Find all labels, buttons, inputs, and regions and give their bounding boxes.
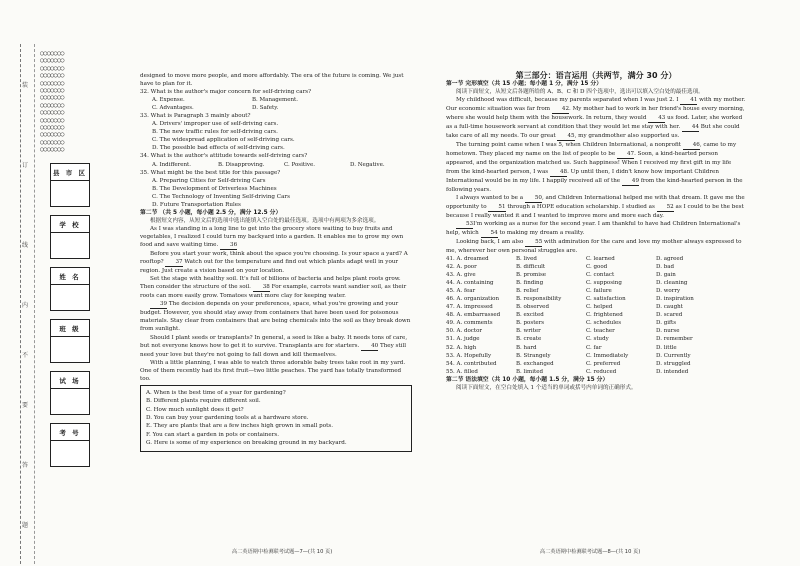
cloze-option[interactable]: C. learned bbox=[586, 255, 615, 262]
paragraph-text: . Soon, a kind-hearted person appeared, and the organization matched us. Such happiness! When I received my first gift in my life from the kind-hearted person, I was bbox=[446, 151, 732, 175]
section-heading: 第二节 语法填空（共 10 小题，每小题 1.5 分，满分 15 分） bbox=[446, 376, 609, 383]
cloze-option[interactable]: 48. A. embarrassed bbox=[446, 312, 501, 319]
options-32 bbox=[140, 96, 412, 112]
cloze-option[interactable]: 55. A. filled bbox=[446, 368, 478, 375]
options-box bbox=[140, 385, 412, 452]
binding-mark: 题 bbox=[22, 522, 29, 529]
cloze-option[interactable]: 50. A. doctor bbox=[446, 328, 483, 335]
cloze-option[interactable]: D. nurse bbox=[656, 328, 680, 335]
field-exam-room[interactable] bbox=[50, 371, 90, 415]
cloze-option[interactable]: 49. A. comments bbox=[446, 320, 493, 327]
binding-mark: 线 bbox=[22, 242, 29, 249]
option[interactable]: D. Safety. bbox=[252, 105, 279, 112]
cloze-option[interactable]: C. preferred bbox=[586, 360, 621, 367]
box-option: G. Here is some of my experience on breaking ground in my backyard. bbox=[146, 440, 347, 447]
blank-52[interactable]: 52 bbox=[657, 203, 674, 212]
cloze-option[interactable]: D. bad bbox=[656, 264, 675, 271]
paragraph-text: from the kind-hearted person in the following years. bbox=[446, 177, 743, 193]
cloze-option[interactable]: D. Currently bbox=[656, 352, 691, 359]
paragraph-text: Looking back, I am also bbox=[456, 238, 524, 245]
question-35: 35. What might be the best title for this passage? bbox=[140, 169, 281, 176]
cloze-option[interactable]: D. inspiration bbox=[656, 296, 694, 303]
paragraph-text: I always wanted to be a bbox=[456, 194, 524, 201]
blank-43[interactable]: 43 bbox=[648, 114, 665, 123]
cloze-option[interactable]: D. agreed bbox=[656, 255, 684, 262]
question-32: 32. What is the author's major concern for self-driving cars? bbox=[140, 89, 312, 96]
binding-strip bbox=[0, 0, 100, 566]
cloze-option[interactable]: B. promise bbox=[516, 272, 547, 279]
page-footer: 高二英语期中检测联考试题—7—(共 10 页) bbox=[232, 549, 333, 555]
paragraph: With a little planning, I was able to watch three adorable baby trees take root in my yard. One of them recently had its first fruit—two little peaches. The yard has totally transformed too. bbox=[140, 359, 406, 382]
cloze-option[interactable]: 41. A. dreamed bbox=[446, 255, 489, 262]
section-instructions: 阅读下面短文，从短文后各题所给的 A、B、C 和 D 四个选项中，选出可以填入空白处的最佳选项。 bbox=[456, 89, 704, 96]
cloze-option[interactable]: B. excited bbox=[516, 312, 544, 319]
blank-36[interactable]: 36 bbox=[220, 241, 237, 250]
cloze-option[interactable]: C. frightened bbox=[586, 312, 623, 319]
paragraph-text: . My mother had to work in her friend's house every morning, where she would help them with the housework. In return, they would bbox=[446, 106, 745, 122]
cloze-option[interactable]: C. schedules bbox=[586, 320, 622, 327]
box-option: D. You can buy your gardening tools at a hardware store. bbox=[146, 415, 309, 421]
box-option: C. How much sunlight does it get? bbox=[146, 406, 244, 413]
binding-mark: 装 bbox=[22, 82, 29, 89]
cloze-option[interactable]: 45. A. fear bbox=[446, 288, 476, 295]
blank-53[interactable]: 53 bbox=[456, 220, 473, 229]
cloze-option[interactable]: C. contact bbox=[586, 272, 615, 279]
question-34: 34. What is the author's attitude towards self-driving cars? bbox=[140, 153, 308, 160]
option[interactable]: B. Management. bbox=[252, 97, 299, 104]
paragraph-text: , came to my hometown. They placed my name on the list of people to be bbox=[446, 142, 737, 158]
cloze-option[interactable]: D. remember bbox=[656, 336, 693, 343]
blank-54[interactable]: 54 bbox=[481, 229, 498, 238]
paragraph-text: The decision depends on your preferences, space, what you're growing and your budget. However, you should stay away from containers that have been used for poisonous materials. Stay clear from containers that are being chemicals into the soil as they break down from sunlight. bbox=[140, 301, 411, 333]
paragraph-text: As I was standing in a long line to get into the grocery store waiting to buy fruits and vegetables, I realized I could turn my backyard into a garden. It enables me to grow my own food and save waiting time. bbox=[140, 225, 404, 248]
field-label: 考 号 bbox=[59, 429, 81, 437]
paragraph-text: Set the stage with healthy soil. It's full of billions of bacteria and helps plant roots grow. Then consider the structure of the soil. bbox=[140, 276, 401, 291]
cloze-option[interactable]: C. teacher bbox=[586, 328, 615, 335]
option[interactable]: D. The possible bad effects of self-driving cars. bbox=[152, 145, 285, 152]
paragraph bbox=[446, 141, 746, 193]
paragraph bbox=[140, 250, 412, 275]
option[interactable]: A. Drivers' improper use of self-driving cars. bbox=[152, 121, 279, 128]
field-label: 县 市 区 bbox=[52, 169, 88, 177]
section-instructions: 阅读下面短文，在空白处填入 1 个适当的单词或括号内单词的正确形式。 bbox=[456, 384, 637, 391]
cloze-option[interactable]: C. satisfaction bbox=[586, 296, 626, 303]
cloze-option[interactable]: 46. A. organization bbox=[446, 296, 500, 303]
paragraph-text: , and Children International helped me with that dream. It gave me the opportunity to bbox=[446, 194, 745, 210]
field-exam-number[interactable] bbox=[50, 423, 90, 467]
section-heading: 第二节 （共 5 小题，每小题 2.5 分，满分 12.5 分） bbox=[140, 209, 282, 216]
paragraph bbox=[446, 96, 746, 141]
option[interactable]: A. Preparing Cities for Self-driving Cars bbox=[152, 177, 266, 184]
blank-38[interactable]: 38 bbox=[253, 283, 270, 292]
option[interactable]: C. Advantages. bbox=[152, 105, 194, 112]
cloze-option[interactable]: D. struggled bbox=[656, 360, 691, 367]
box-option: E. They are plants that are a few inches high grown in small pots. bbox=[146, 423, 334, 430]
cloze-option[interactable]: C. helped bbox=[586, 304, 613, 311]
section-heading: 第一节 完形填空（共 15 小题；每小题 1 分，满分 15 分） bbox=[446, 81, 603, 88]
cloze-option[interactable]: 54. A. contributed bbox=[446, 360, 497, 367]
cloze-option[interactable]: D. little bbox=[656, 344, 677, 351]
paragraph-text: The turning point came when I was 5, when Children International, a nonprofit bbox=[456, 142, 681, 149]
field-county[interactable] bbox=[50, 163, 90, 207]
option[interactable]: C. The widespread application of self-driving cars. bbox=[152, 137, 295, 144]
page-8 bbox=[446, 72, 746, 392]
option[interactable]: B. Disapproving. bbox=[218, 161, 265, 168]
blank-42[interactable]: 42 bbox=[552, 105, 569, 114]
paragraph-text: I'm working as a nurse for the second year. I am thankful to have had Children International's help, which bbox=[446, 220, 741, 236]
option[interactable]: D. Negative. bbox=[350, 161, 385, 168]
page-footer: 高二英语期中检测联考试题—8—(共 10 页) bbox=[540, 549, 641, 555]
blank-39[interactable]: 39 bbox=[150, 300, 167, 309]
cloze-option[interactable]: B. relief bbox=[516, 288, 539, 295]
blank-46[interactable]: 46 bbox=[683, 141, 700, 150]
cloze-option[interactable]: C. supposing bbox=[586, 280, 622, 287]
paragraph-text: with admiration for the care and love my mother always expressed to me, wherever her own personal struggles are. bbox=[446, 238, 742, 254]
blank-49[interactable]: 49 bbox=[622, 177, 639, 186]
cloze-option[interactable]: 52. A. high bbox=[446, 344, 477, 351]
binding-mark: 内 bbox=[22, 302, 29, 309]
paragraph-text: . Up until then, I didn't know how important Children International would be in my life. I happily received all of the bbox=[446, 168, 719, 184]
paragraph bbox=[446, 220, 746, 238]
blank-45[interactable]: 45 bbox=[557, 132, 574, 141]
binding-mark: 要 bbox=[22, 402, 29, 409]
paragraph-text: to making my dream a reality. bbox=[499, 229, 585, 236]
part-title: 第三部分：语言运用（共两节，满分 30 分） bbox=[515, 71, 677, 80]
box-option: A. When is the best time of a year for gardening? bbox=[146, 389, 286, 396]
cloze-option[interactable]: C. good bbox=[586, 264, 608, 271]
paragraph bbox=[140, 334, 412, 359]
paragraph-text: Should I plant seeds or transplants? In general, a seed is like a baby. It needs tons of care, but not everyone knows how to get it to survive. Transplants are for starters. bbox=[140, 334, 408, 349]
option[interactable]: B. The Development of Driverless Machines bbox=[152, 185, 277, 192]
paragraph bbox=[446, 194, 746, 220]
cloze-option[interactable]: C. failure bbox=[586, 288, 612, 295]
passage-ending: designed to move more people, and more affordably. The era of the future is coming. We just have to plan for it. bbox=[140, 73, 404, 88]
cloze-option[interactable]: B. writer bbox=[516, 328, 541, 335]
option[interactable]: A. Expense. bbox=[152, 97, 185, 104]
field-label: 姓 名 bbox=[59, 273, 81, 281]
id-bubble-grid: ○○○○○○○ ○○○○○○○ ○○○○○○○ ○○○○○○○ ○○○○○○○ ○○○○○○○ ○○○○○○○ ○○○○○○○ ○○○○○○○ ○○○○○○○ ○○○○○○○ ○○○○○○○ ○○○○○○○ ○○○○○○○ bbox=[40, 49, 64, 154]
cloze-option[interactable]: D. worry bbox=[656, 288, 681, 295]
paragraph-text: Before you start your work, think about the space you're choosing. Is your space a yard? A rooftop? bbox=[140, 251, 408, 266]
question-33: 33. What is Paragraph 3 mainly about? bbox=[140, 113, 251, 120]
cloze-option[interactable]: C. far bbox=[586, 344, 602, 351]
cloze-option[interactable]: B. lived bbox=[516, 255, 537, 262]
blank-55[interactable]: 55 bbox=[525, 238, 542, 247]
option[interactable]: B. The new traffic rules for self-driving cars. bbox=[152, 129, 278, 136]
paragraph-text: as I could to be the best because I really wanted it and I wanted to improve more and more each day. bbox=[446, 203, 744, 219]
cloze-option[interactable]: B. exchanged bbox=[516, 360, 554, 367]
cloze-option[interactable]: C. Immediately bbox=[586, 352, 629, 359]
cloze-option[interactable]: D. gifts bbox=[656, 320, 677, 327]
option[interactable]: A. Indifferent. bbox=[152, 161, 192, 168]
paragraph-text: with my mother. Our economic situation was far from bbox=[446, 97, 746, 113]
cloze-option[interactable]: B. observed bbox=[516, 304, 549, 311]
cloze-option[interactable]: D. cleaning bbox=[656, 280, 688, 287]
cloze-option[interactable]: 47. A. impressed bbox=[446, 304, 493, 311]
cloze-option[interactable]: B. difficult bbox=[516, 264, 546, 271]
fold-line bbox=[34, 44, 36, 564]
cloze-option[interactable]: 53. A. Hopefully bbox=[446, 352, 492, 359]
cloze-option[interactable]: C. reduced bbox=[586, 368, 617, 375]
cloze-option[interactable]: 51. A. judge bbox=[446, 336, 480, 343]
blank-37[interactable]: 37 bbox=[165, 258, 182, 267]
blank-41[interactable]: 41 bbox=[680, 96, 697, 105]
paragraph-text: through a HOPE education scholarship. I studied as bbox=[507, 203, 655, 210]
cloze-option[interactable]: D. caught bbox=[656, 304, 683, 311]
paragraph bbox=[140, 300, 412, 333]
cloze-option[interactable]: 42. A. poor bbox=[446, 264, 477, 271]
paragraph-text: For example, carrots want sandier soil, as their roots can more easily grow. Tomatoes want more clay for keeping water. bbox=[140, 284, 407, 300]
option[interactable]: C. The Technology of Inventing Self-driving Cars bbox=[152, 193, 290, 200]
blank-50[interactable]: 50 bbox=[525, 194, 542, 203]
field-label: 班 级 bbox=[59, 325, 81, 333]
blank-51[interactable]: 51 bbox=[488, 203, 505, 212]
cloze-option[interactable]: B. Strangely bbox=[516, 352, 551, 359]
blank-44[interactable]: 44 bbox=[682, 123, 699, 132]
cloze-option[interactable]: D. gain bbox=[656, 272, 676, 279]
cloze-options bbox=[446, 255, 746, 376]
cloze-option[interactable]: 43. A. give bbox=[446, 272, 476, 279]
binding-mark: 答 bbox=[22, 462, 29, 469]
option[interactable]: C. Positive. bbox=[284, 161, 315, 168]
field-label: 学 校 bbox=[59, 221, 81, 229]
options-34 bbox=[140, 161, 412, 169]
binding-mark: 订 bbox=[22, 162, 29, 169]
cloze-option[interactable]: D. intended bbox=[656, 368, 689, 375]
paragraph-text: us food. Later, she worked as a full-time housework servant at condition that they would let me stay with her. bbox=[446, 115, 743, 131]
paragraph-text: They still need your love but they're not going to fall down and kill themselves. bbox=[140, 342, 407, 358]
paragraph bbox=[140, 225, 412, 250]
paragraph-text: , my grandmother also supported us. bbox=[574, 133, 680, 140]
cloze-option[interactable]: B. create bbox=[516, 336, 542, 343]
cloze-option[interactable]: 44. A. containing bbox=[446, 280, 494, 287]
cloze-option[interactable]: B. responsibility bbox=[516, 296, 562, 303]
paragraph-text: My childhood was difficult, because my parents separated when I was just 2. I bbox=[456, 97, 679, 104]
blank-40[interactable]: 40 bbox=[361, 342, 378, 351]
paragraph-text: But she could take care of all my needs. To our great bbox=[446, 124, 740, 140]
blank-47[interactable]: 47 bbox=[617, 150, 634, 159]
box-option: B. Different plants require different soil. bbox=[146, 398, 261, 405]
page-7 bbox=[140, 72, 412, 452]
paragraph bbox=[140, 275, 412, 300]
blank-48[interactable]: 48 bbox=[550, 168, 567, 177]
cloze-option[interactable]: B. limited bbox=[516, 368, 544, 375]
cloze-option[interactable]: B. finding bbox=[516, 280, 544, 287]
paragraph bbox=[446, 238, 746, 255]
cloze-option[interactable]: D. scared bbox=[656, 312, 683, 319]
field-school[interactable] bbox=[50, 215, 90, 259]
field-name[interactable] bbox=[50, 267, 90, 311]
binding-mark: 不 bbox=[22, 352, 29, 359]
box-option: F. You can start a garden in pots or containers. bbox=[146, 431, 280, 438]
option[interactable]: D. Future Transportation Rules bbox=[152, 201, 241, 208]
cloze-option[interactable]: B. hard bbox=[516, 344, 537, 351]
cloze-option[interactable]: C. study bbox=[586, 336, 609, 343]
cloze-option[interactable]: B. posters bbox=[516, 320, 545, 327]
section-instructions: 根据短文内容，从短文后的选项中选出能填入空白处的最佳选项。选项中有两项为多余选项。 bbox=[150, 217, 380, 224]
field-class[interactable] bbox=[50, 319, 90, 363]
paragraph-text: Watch out for the temperature and find out which plants adapt well in your region. Just create a vision based on your location. bbox=[140, 259, 399, 275]
field-label: 试 场 bbox=[59, 377, 81, 385]
